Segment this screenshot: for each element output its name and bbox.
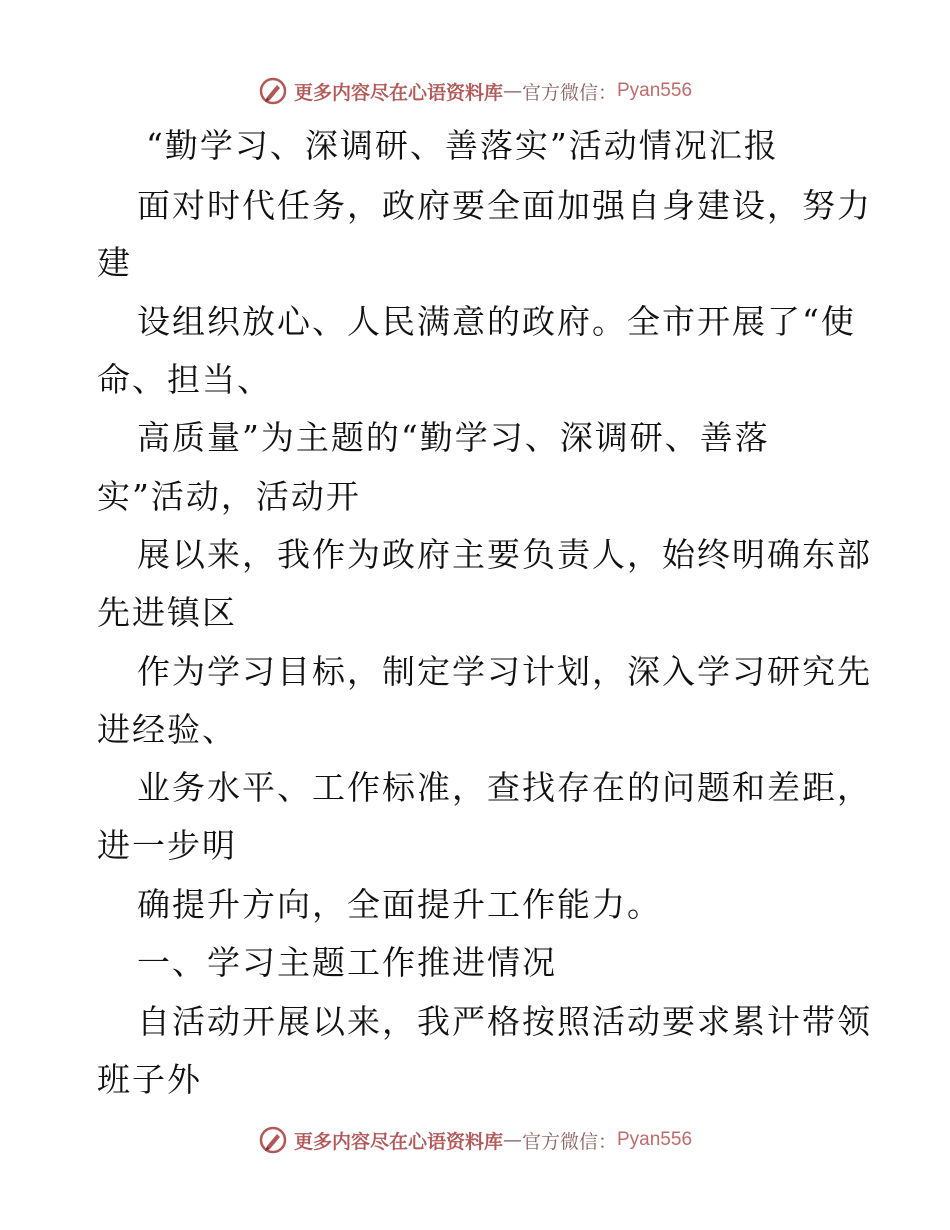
body-line: 业务水平、工作标准，查找存在的问题和差距，: [137, 768, 872, 807]
banner-brand-text: 更多内容尽在心语资料库: [293, 1130, 503, 1153]
banner-official-label: 官方微信：: [521, 1130, 617, 1153]
footer-banner: [0, 1123, 950, 1157]
body-line: 进一步明: [97, 826, 237, 865]
section-heading: 一、学习主题工作推进情况: [137, 943, 557, 982]
banner-brand-text: 更多内容尽在心语资料库: [293, 81, 503, 104]
body-line: 面对时代任务，政府要全面加强自身建设，努力: [137, 186, 872, 225]
pen-logo-icon: [258, 1125, 288, 1155]
banner-dash: —: [502, 80, 522, 102]
body-line: 班子外: [97, 1060, 202, 1099]
body-line: 作为学习目标，制定学习计划，深入学习研究先: [137, 652, 872, 691]
body-line: 高质量”为主题的“勤学习、深调研、善落: [137, 418, 770, 457]
body-line: 确提升方向，全面提升工作能力。: [137, 885, 662, 924]
body-line: 自活动开展以来，我严格按照活动要求累计带领: [137, 1002, 872, 1041]
body-line: 展以来，我作为政府主要负责人，始终明确东部: [137, 535, 872, 574]
body-line: 命、担当、: [97, 360, 272, 399]
banner-wechat-id: Pyan556: [617, 80, 693, 101]
banner-dash: —: [502, 1129, 522, 1151]
document-title: “勤学习、深调研、善落实”活动情况汇报: [146, 126, 779, 165]
header-banner: [0, 74, 950, 108]
pen-logo-icon: [258, 76, 288, 106]
banner-wechat-id: Pyan556: [617, 1129, 693, 1150]
body-line: 进经验、: [97, 710, 237, 749]
banner-official-label: 官方微信：: [521, 81, 617, 104]
body-line: 设组织放心、人民满意的政府。全市开展了“使: [137, 302, 856, 341]
body-line: 建: [97, 243, 132, 282]
body-line: 实”活动，活动开: [97, 477, 361, 516]
body-line: 先进镇区: [97, 593, 237, 632]
